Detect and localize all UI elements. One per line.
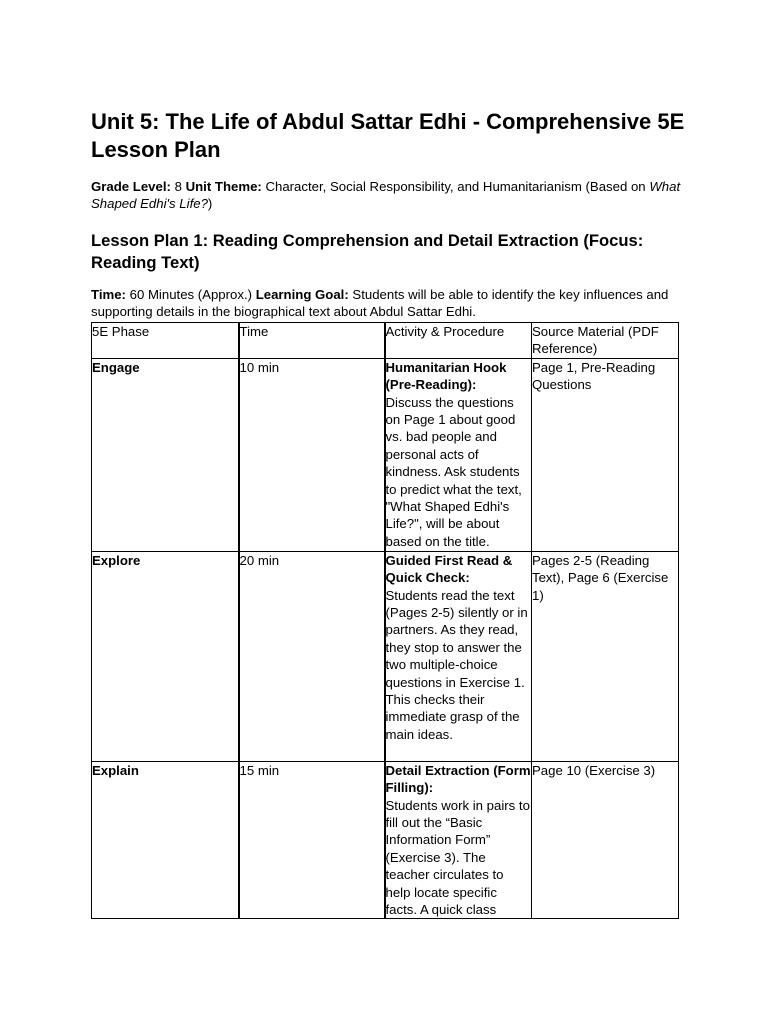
- activity-body: Discuss the questions on Page 1 about good vs. bad people and personal acts of kindness. Ask students to predict what the text, "What Shaped Edhi's Life?", will be about based on the title.: [385, 394, 522, 549]
- activity-title: Guided First Read & Quick Check:: [385, 552, 513, 586]
- activity-title: Humanitarian Hook (Pre-Reading):: [385, 359, 507, 393]
- phase-cell: [92, 358, 239, 551]
- unit-theme-close: ): [207, 196, 213, 211]
- unit-theme-label: Unit Theme:: [185, 179, 262, 194]
- grade-level-value: 8: [174, 179, 182, 194]
- time-cell: 20 min: [239, 551, 385, 761]
- unit-theme-value: Character, Social Responsibility, and Humanitarianism (Based on: [265, 179, 646, 194]
- activity-body: Students read the text (Pages 2-5) silently or in partners. As they read, they stop to answer the two multiple-choice questions in Exercise 1. This checks their immediate grasp of the main ideas.: [385, 587, 528, 742]
- source-cell: Pages 2-5 (Reading Text), Page 6 (Exercise 1): [532, 551, 679, 761]
- header-5e-phase: 5E Phase: [92, 323, 239, 359]
- source-cell: Page 1, Pre-Reading Questions: [532, 358, 679, 551]
- lesson-plan-table: [91, 322, 679, 919]
- time-cell: 15 min: [239, 761, 385, 918]
- source-cell: Page 10 (Exercise 3): [532, 761, 679, 918]
- header-time: Time: [239, 323, 385, 359]
- phase-cell: [92, 761, 239, 918]
- table-row: [92, 358, 679, 551]
- learning-goal-value: Students will be able to identify the key influences and supporting details in the biographical text about Abdul Sattar Edhi.: [91, 287, 669, 319]
- activity-body: Students work in pairs to fill out the “Basic Information Form” (Exercise 3). The teacher circulates to help locate specific facts. A quick class: [385, 797, 530, 918]
- phase-label: Explore: [92, 552, 141, 568]
- lesson-plan-title: Lesson Plan 1: Reading Comprehension and Detail Extraction (Focus: Reading Text): [91, 231, 644, 272]
- phase-cell: [92, 551, 239, 761]
- unit-theme-source: What Shaped Edhi's Life?: [91, 179, 681, 211]
- table-row: [92, 761, 679, 918]
- activity-cell: [385, 761, 532, 918]
- document-title: Unit 5: The Life of Abdul Sattar Edhi - Comprehensive 5E Lesson Plan: [91, 109, 685, 162]
- activity-title: Detail Extraction (Form Filling):: [385, 762, 531, 796]
- activity-cell: [385, 551, 532, 761]
- header-activity-procedure: Activity & Procedure: [385, 323, 532, 359]
- grade-theme-line: [91, 178, 681, 212]
- table-row: [92, 551, 679, 761]
- phase-label: Engage: [92, 359, 140, 375]
- time-value: 60 Minutes (Approx.): [129, 287, 253, 302]
- time-label: Time:: [91, 287, 126, 302]
- time-goal-line: [91, 286, 681, 320]
- time-cell: 10 min: [239, 358, 385, 551]
- header-source-material: Source Material (PDF Reference): [532, 323, 679, 359]
- table-header-row: [92, 323, 679, 359]
- grade-level-label: Grade Level:: [91, 179, 171, 194]
- activity-cell: [385, 358, 532, 551]
- phase-label: Explain: [92, 762, 139, 778]
- learning-goal-label: Learning Goal:: [255, 287, 349, 302]
- activity-clip: [386, 762, 532, 918]
